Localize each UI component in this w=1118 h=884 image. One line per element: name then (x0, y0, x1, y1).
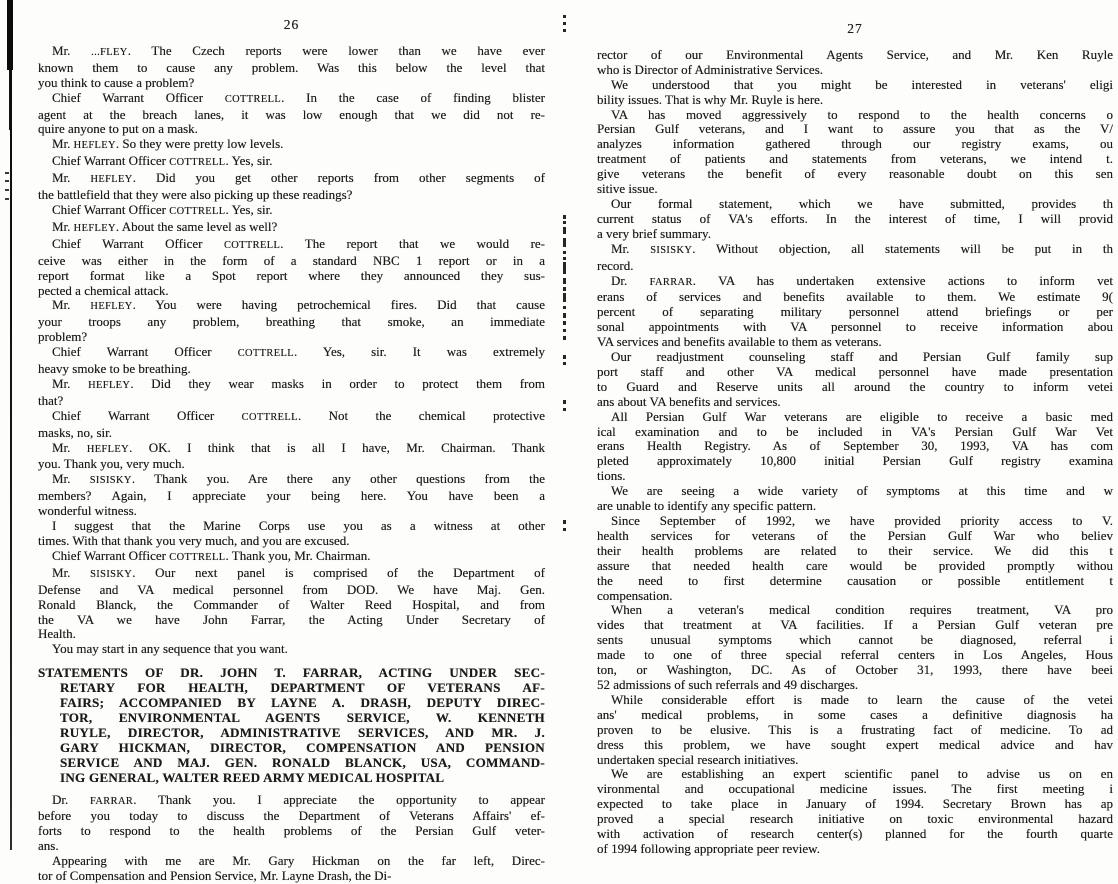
paragraph (38, 154, 545, 171)
text-line: proved a special research initiative on toxic environmental hazard (597, 812, 1113, 827)
paragraph (597, 767, 1113, 856)
text-line: ans' medical problems, in some cases a definitive diagnosis ha (597, 708, 1113, 723)
text-line: Ronald Blanck, the Commander of Walter Reed Hospital, and from (38, 598, 545, 613)
text-line: with activation of research center(s) planned for the fourth quarte (597, 827, 1113, 842)
text-line: forts to respond to the health problems of the Persian Gulf veter- (38, 824, 545, 839)
gutter-fold-mark (563, 227, 566, 234)
text-line: RUYLE, DIRECTOR, ADMINISTRATIVE SERVICES, AND MR. J. (60, 726, 545, 741)
text-line: undertaken special research initiatives. (597, 753, 1113, 768)
gutter-fold-mark (563, 215, 566, 219)
paragraph (597, 484, 1113, 514)
paragraph (597, 78, 1113, 108)
text-line: Mr. SISISKY. Thank you. Are there any other questions from the (38, 472, 545, 489)
gutter-fold-mark (563, 336, 566, 340)
gutter-fold-mark (563, 400, 566, 404)
paragraph (597, 514, 1113, 603)
text-line: ton, or Washington, DC. As of October 31, 1993, there have beei (597, 663, 1113, 678)
text-line: a very brief summary. (597, 227, 1113, 242)
paragraph (38, 519, 545, 549)
gutter-fold-mark (563, 22, 566, 25)
page-body (597, 48, 1113, 857)
gutter-fold-mark (563, 313, 566, 318)
paragraph (38, 549, 545, 566)
gutter-fold-mark (563, 362, 566, 365)
paragraph (38, 441, 545, 473)
text-line: assure that needed health care would be provided promptly withou (597, 559, 1113, 574)
text-line: When a veteran's medical condition requires treatment, VA pro (597, 603, 1113, 618)
text-line: GARY HICKMAN, DIRECTOR, COMPENSATION AND PENSION (60, 741, 545, 756)
text-line: of 1994 following appropriate peer review. (597, 842, 1113, 857)
text-line: record. (597, 259, 1113, 274)
text-line: port staff and other VA medical personnel have made presentation (597, 365, 1113, 380)
text-line: Mr. HEFLEY. OK. I think that is all I have, Mr. Chairman. Thank (38, 441, 545, 458)
text-line: analyzes information gathered through our registry exams, ou (597, 137, 1113, 152)
paragraph (38, 298, 545, 345)
text-line: Persian Gulf veterans, and I want to assure you that as the V/ (597, 122, 1113, 137)
text-line: Chief Warrant Officer COTTRELL. In the case of finding blister (38, 91, 545, 108)
statement-heading (38, 666, 545, 785)
paragraph (38, 237, 545, 299)
page-number: 26 (38, 18, 545, 33)
text-line: before you today to discuss the Department of Veterans Affairs' ef- (38, 809, 545, 824)
text-line: the VA we have John Farrar, the Acting Under Secretary of (38, 613, 545, 628)
text-line: expected to take place in January of 1994. Secretary Brown has ap (597, 797, 1113, 812)
text-line: health services for veterans of the Persian Gulf War who believ (597, 529, 1113, 544)
text-line: Health. (38, 627, 545, 642)
text-line: percent of separating military personnel attend briefings or per (597, 305, 1113, 320)
text-line: erans Health Registry. As of September 30, 1993, VA has com (597, 439, 1113, 454)
scan-edge-dash (5, 189, 9, 191)
text-line: rector of our Environmental Agents Service, and Mr. Ken Ruyle (597, 48, 1113, 63)
text-line: STATEMENTS OF DR. JOHN T. FARRAR, ACTING UNDER SEC- (60, 666, 545, 681)
paragraph (38, 854, 545, 884)
paragraph (38, 793, 545, 855)
gutter-fold-mark (563, 238, 566, 247)
text-line: Dr. FARRAR. VA has undertaken extensive actions to inform vet (597, 274, 1113, 291)
text-line: FAIRS; ACCOMPANIED BY LAYNE A. DRASH, DEPUTY DIREC- (60, 696, 545, 711)
text-line: bility issues. That is why Mr. Ruyle is here. (597, 93, 1113, 108)
text-line: ans about VA benefits and services. (597, 395, 1113, 410)
paragraph (38, 220, 545, 237)
text-line: We are seeing a wide variety of symptoms at this time and w (597, 484, 1113, 499)
paragraph (38, 171, 545, 203)
paragraph (597, 350, 1113, 410)
gutter-fold-mark (563, 321, 566, 325)
text-line: We understood that you might be interested in veterans' eligi (597, 78, 1113, 93)
text-line: Mr. HEFLEY. Did you get other reports from other segments of (38, 171, 545, 188)
paragraph (38, 203, 545, 220)
text-line: your troops any problem, breathing that smoke, an immediate (38, 315, 545, 330)
paragraph (38, 137, 545, 154)
paragraph (38, 91, 545, 138)
text-line: Chief Warrant Officer COTTRELL. The report that we would re- (38, 237, 545, 254)
paragraph (38, 472, 545, 519)
text-line: report format like a Spot report where they announced they sus- (38, 269, 545, 284)
text-line: known them to cause any problem. Was this below the level that (38, 61, 545, 76)
text-line: SERVICE AND MAJ. GEN. RONALD BLANCK, USA, COMMAND- (60, 756, 545, 771)
scan-edge-line (10, 0, 12, 850)
text-line: are unable to identify any specific pattern. (597, 499, 1113, 514)
text-line: problem? (38, 330, 545, 345)
text-line: wonderful witness. (38, 504, 545, 519)
text-line: times. With that thank you very much, and you are excused. (38, 534, 545, 549)
gutter-fold-mark (563, 15, 566, 18)
text-line: members? Again, I appreciate your being here. You have been a (38, 489, 545, 504)
text-line: While considerable effort is made to learn the cause of the vetei (597, 693, 1113, 708)
scan-edge-dash (5, 198, 9, 200)
text-line: RETARY FOR HEALTH, DEPARTMENT OF VETERANS AF- (60, 681, 545, 696)
gutter-fold-mark (563, 520, 566, 524)
text-line: ans. (38, 839, 545, 854)
text-line: Our readjustment counseling staff and Persian Gulf family sup (597, 350, 1113, 365)
text-line: Mr. HEFLEY. Did they wear masks in order to protect them from (38, 377, 545, 394)
text-line: tions. (597, 469, 1113, 484)
paragraph (38, 642, 545, 657)
paragraph (597, 410, 1113, 485)
text-line: Chief Warrant Officer COTTRELL. Not the chemical protective (38, 409, 545, 426)
gutter-fold-mark (563, 293, 566, 302)
gutter-fold-mark (563, 287, 566, 291)
text-line: Chief Warrant Officer COTTRELL. Thank you, Mr. Chairman. (38, 549, 545, 566)
text-line: current status of VA's efforts. In the interest of time, I will provid (597, 212, 1113, 227)
text-line: Chief Warrant Officer COTTRELL. Yes, sir. (38, 154, 545, 171)
text-line: sents unusual symptoms which cannot be diagnosed, referral i (597, 633, 1113, 648)
page-body (38, 44, 545, 884)
gutter-fold-mark (563, 408, 566, 411)
text-line: ical examination and to be included in VA's Persian Gulf War Vet (597, 425, 1113, 440)
text-line: proven to be elusive. This is a frustrating fact of medicine. To ad (597, 723, 1113, 738)
gutter-fold-mark (563, 29, 566, 32)
text-line: You may start in any sequence that you want. (38, 642, 545, 657)
text-line: Mr. ...FLEY. The Czech reports were lower than we have ever (38, 44, 545, 61)
scan-edge-dash (5, 180, 9, 182)
gutter-fold-mark (563, 251, 566, 254)
paragraph (597, 603, 1113, 692)
text-line: vironmental and occupational medicine issues. The first meeting i (597, 782, 1113, 797)
text-line: agent at the breach lanes, it was low enough that we did not re- (38, 108, 545, 123)
paragraph (38, 566, 545, 643)
text-line: pleted approximately 10,800 initial Persian Gulf registry examina (597, 454, 1113, 469)
paragraph (38, 44, 545, 91)
paragraph (597, 693, 1113, 768)
text-line: erans of services and benefits available to them. We estimate 9( (597, 290, 1113, 305)
text-line: Chief Warrant Officer COTTRELL. Yes, sir. (38, 203, 545, 220)
text-line: I suggest that the Marine Corps use you as a witness at other (38, 519, 545, 534)
paragraph (38, 377, 545, 409)
text-line: Defense and VA medical personnel from DOD. We have Maj. Gen. (38, 583, 545, 598)
text-line: Dr. FARRAR. Thank you. I appreciate the opportunity to appear (38, 793, 545, 810)
page-27 (597, 22, 1113, 857)
text-line: you. Thank you, very much. (38, 457, 545, 472)
gutter-fold-mark (563, 278, 566, 284)
text-line: made to one of three special referral centers in Los Angeles, Hous (597, 648, 1113, 663)
page-number: 27 (597, 22, 1113, 37)
text-line: quire anyone to put on a mask. (38, 122, 545, 137)
paragraph (597, 197, 1113, 242)
text-line: Mr. SISISKY. Without objection, all statements will be put in th (597, 242, 1113, 259)
gutter-fold-mark (563, 306, 566, 309)
text-line: treatment of patients and statements from veterans, we intend t. (597, 152, 1113, 167)
text-line: Our formal statement, which we have submitted, provides th (597, 197, 1113, 212)
text-line: Mr. HEFLEY. So they were pretty low levels. (38, 137, 545, 154)
text-line: their health problems are related to their service. We did this t (597, 544, 1113, 559)
text-line: tor of Compensation and Pension Service, Mr. Layne Drash, the Di- (38, 869, 545, 884)
text-line: masks, no, sir. (38, 426, 545, 441)
page-26 (38, 18, 545, 884)
text-line: VA services and benefits available to them as veterans. (597, 335, 1113, 350)
text-line: We are establishing an expert scientific panel to advise us on en (597, 767, 1113, 782)
text-line: Since September of 1992, we have provided priority access to V. (597, 514, 1113, 529)
text-line: dress this problem, we have sought expert medical advice and hav (597, 738, 1113, 753)
text-line: give veterans the benefit of every reasonable doubt on this sen (597, 167, 1113, 182)
text-line: Mr. SISISKY. Our next panel is comprised of the Department of (38, 566, 545, 583)
text-line: sonal appointments with VA personnel to receive information abou (597, 320, 1113, 335)
text-line: Chief Warrant Officer COTTRELL. Yes, sir. It was extremely (38, 345, 545, 362)
paragraph (38, 409, 545, 441)
text-line: Appearing with me are Mr. Gary Hickman on the far left, Direc- (38, 854, 545, 869)
text-line: the need to first determine causation or possible entitlement t (597, 574, 1113, 589)
text-line: 52 admissions of such referrals and 49 discharges. (597, 678, 1113, 693)
scan-edge-dash (5, 172, 9, 174)
gutter-fold-mark (563, 329, 566, 332)
text-line: the battlefield that they were also picking up these readings? (38, 188, 545, 203)
gutter-fold-mark (563, 355, 566, 359)
paragraph (597, 274, 1113, 351)
text-line: compensation. (597, 589, 1113, 604)
text-line: that? (38, 394, 545, 409)
gutter-fold-mark (563, 257, 566, 260)
text-line: heavy smoke to be breathing. (38, 362, 545, 377)
text-line: Mr. HEFLEY. About the same level as well? (38, 220, 545, 237)
text-line: ING GENERAL, WALTER REED ARMY MEDICAL HOSPITAL (60, 771, 545, 786)
text-line: Mr. HEFLEY. You were having petrochemical fires. Did that cause (38, 298, 545, 315)
text-line: vides that treatment at VA facilities. If a Persian Gulf veteran pre (597, 618, 1113, 633)
paragraph (597, 108, 1113, 197)
text-line: sitive issue. (597, 182, 1113, 197)
gutter-fold-mark (563, 221, 566, 224)
text-line: you think to cause a problem? (38, 76, 545, 91)
text-line: ceive was either in the form of a standard NBC 1 report or in a (38, 254, 545, 269)
text-line: pected a chemical attack. (38, 284, 545, 299)
text-line: who is Director of Administrative Services. (597, 63, 1113, 78)
gutter-fold-mark (563, 528, 566, 531)
paragraph (597, 48, 1113, 78)
paragraph (38, 345, 545, 377)
text-line: All Persian Gulf War veterans are eligible to receive a basic med (597, 410, 1113, 425)
gutter-fold-mark (563, 262, 566, 274)
text-line: to Guard and Reserve units all around the country to inform vetei (597, 380, 1113, 395)
paragraph (597, 242, 1113, 274)
text-line: TOR, ENVIRONMENTAL AGENTS SERVICE, W. KENNETH (60, 711, 545, 726)
text-line: VA has moved aggressively to respond to the health concerns o (597, 108, 1113, 123)
